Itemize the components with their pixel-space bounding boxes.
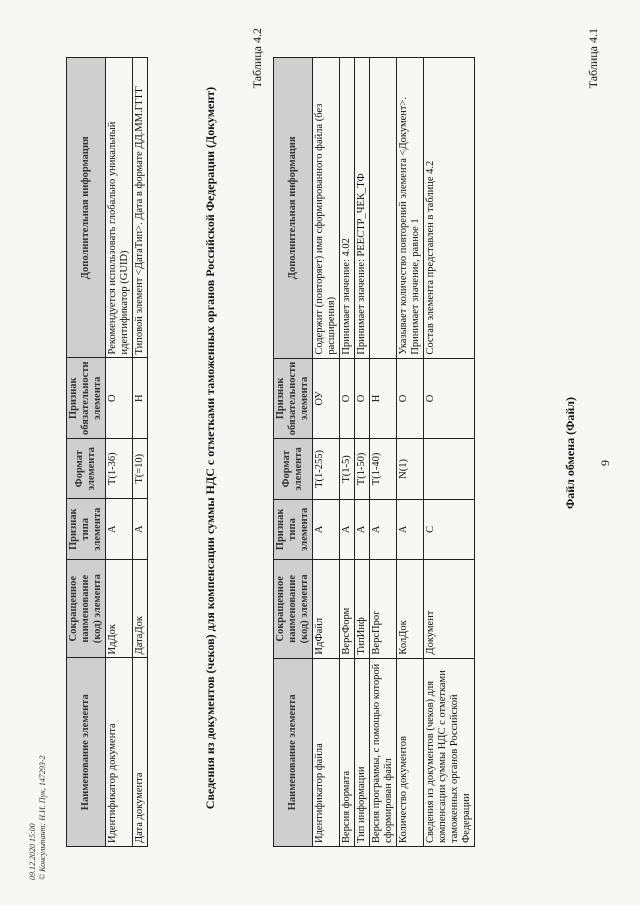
cell: ВерсПрог	[370, 560, 397, 658]
cell: С	[424, 499, 475, 559]
cell: А	[370, 499, 397, 559]
stamp-source: © Консультант: Н.И. Пук, 147293-2	[38, 755, 47, 880]
cell: Тип информации	[355, 658, 370, 846]
cell: О	[355, 358, 370, 439]
cell: N(1)	[397, 439, 424, 499]
header-cell: Признак типа элемента	[274, 499, 313, 559]
cell: ТипИнф	[355, 560, 370, 658]
table-row	[106, 58, 133, 847]
header-cell: Формат элемента	[67, 439, 106, 499]
cell: Версия формата	[340, 658, 355, 846]
cell: О	[106, 358, 133, 439]
cell: ИдДок	[106, 559, 133, 658]
cell: Указывает количество повторений элемента <Документ>. Принимает значение, равное 1	[397, 58, 424, 359]
cell: А	[106, 499, 133, 559]
cell: А	[313, 499, 340, 559]
header-cell: Сокращенное наименование (код) элемента	[67, 559, 106, 658]
table-row	[340, 58, 355, 847]
cell: Идентификатор документа	[106, 658, 133, 847]
cell: Содержит (повторяет) имя сформированного файла (без расширения)	[313, 58, 340, 359]
cell: ИдФайл	[313, 560, 340, 658]
cell: T(1-5)	[340, 439, 355, 499]
header-cell: Сокращенное наименование (код) элемента	[274, 560, 313, 658]
cell: Н	[370, 358, 397, 439]
cell: А	[397, 499, 424, 559]
cell	[370, 58, 397, 359]
header-cell: Формат элемента	[274, 439, 313, 499]
table-4-2-caption: Таблица 4.2	[250, 28, 264, 89]
cell: ОУ	[313, 358, 340, 439]
cell: Сведения из документов (чеков) для компенсации суммы НДС с отметками таможенных органов Российской Федерации	[424, 658, 475, 846]
header-cell: Признак обязательности элемента	[67, 358, 106, 439]
cell: Документ	[424, 560, 475, 658]
cell: ВерсФорм	[340, 560, 355, 658]
table-4-1	[273, 57, 475, 847]
header-cell: Признак обязательности элемента	[274, 358, 313, 439]
cell	[424, 439, 475, 499]
cell: Принимает значение: 4.02	[340, 58, 355, 359]
cell: Типовой элемент <ДатаТип>. Дата в формате ДД.ММ.ГГГГ	[133, 58, 148, 358]
stamp-date: 09.12.2020 15:00	[28, 823, 37, 880]
cell: T(1-40)	[370, 439, 397, 499]
cell: T(1-50)	[355, 439, 370, 499]
cell: А	[355, 499, 370, 559]
table-row	[424, 58, 475, 847]
cell: О	[397, 358, 424, 439]
rotated-content	[18, 18, 618, 888]
header-cell: Наименование элемента	[274, 658, 313, 846]
header-cell: Дополнительная информация	[67, 58, 106, 358]
cell: Количество документов	[397, 658, 424, 846]
header-cell: Дополнительная информация	[274, 58, 313, 359]
cell: О	[424, 358, 475, 439]
table-4-1-caption: Таблица 4.1	[586, 28, 600, 89]
table-row	[133, 58, 148, 847]
table-row	[397, 58, 424, 847]
table-row	[313, 58, 340, 847]
table-4-2	[66, 57, 148, 847]
cell: А	[133, 499, 148, 559]
cell: T(=10)	[133, 439, 148, 499]
table-row	[355, 58, 370, 847]
cell: T(1-255)	[313, 439, 340, 499]
header-cell: Признак типа элемента	[67, 499, 106, 559]
cell: КолДок	[397, 560, 424, 658]
cell: Рекомендуется использовать глобально уникальный идентификатор (GUID)	[106, 58, 133, 358]
table-4-2-title: Сведения из документов (чеков) для компенсации суммы НДС с отметками таможенных органов Российской Федерации (Документ)	[203, 86, 217, 810]
cell: ДатаДок	[133, 559, 148, 658]
table-row	[370, 58, 397, 847]
cell: T(1-36)	[106, 439, 133, 499]
table-4-1-title: Файл обмена (Файл)	[563, 396, 577, 510]
page-number: 9	[598, 460, 612, 466]
cell: Принимает значение: РЕЕСТР_ЧЕК_ТФ	[355, 58, 370, 359]
cell: Версия программы, с помощью которой сформирован файл	[370, 658, 397, 846]
cell: А	[340, 499, 355, 559]
cell: Состав элемента представлен в таблице 4.2	[424, 58, 475, 359]
cell: Идентификатор файла	[313, 658, 340, 846]
table-header-row	[67, 58, 106, 847]
header-cell: Наименование элемента	[67, 658, 106, 847]
footer-stamp	[28, 756, 48, 880]
cell: О	[340, 358, 355, 439]
cell: Дата документа	[133, 658, 148, 847]
cell: Н	[133, 358, 148, 439]
table-header-row	[274, 58, 313, 847]
